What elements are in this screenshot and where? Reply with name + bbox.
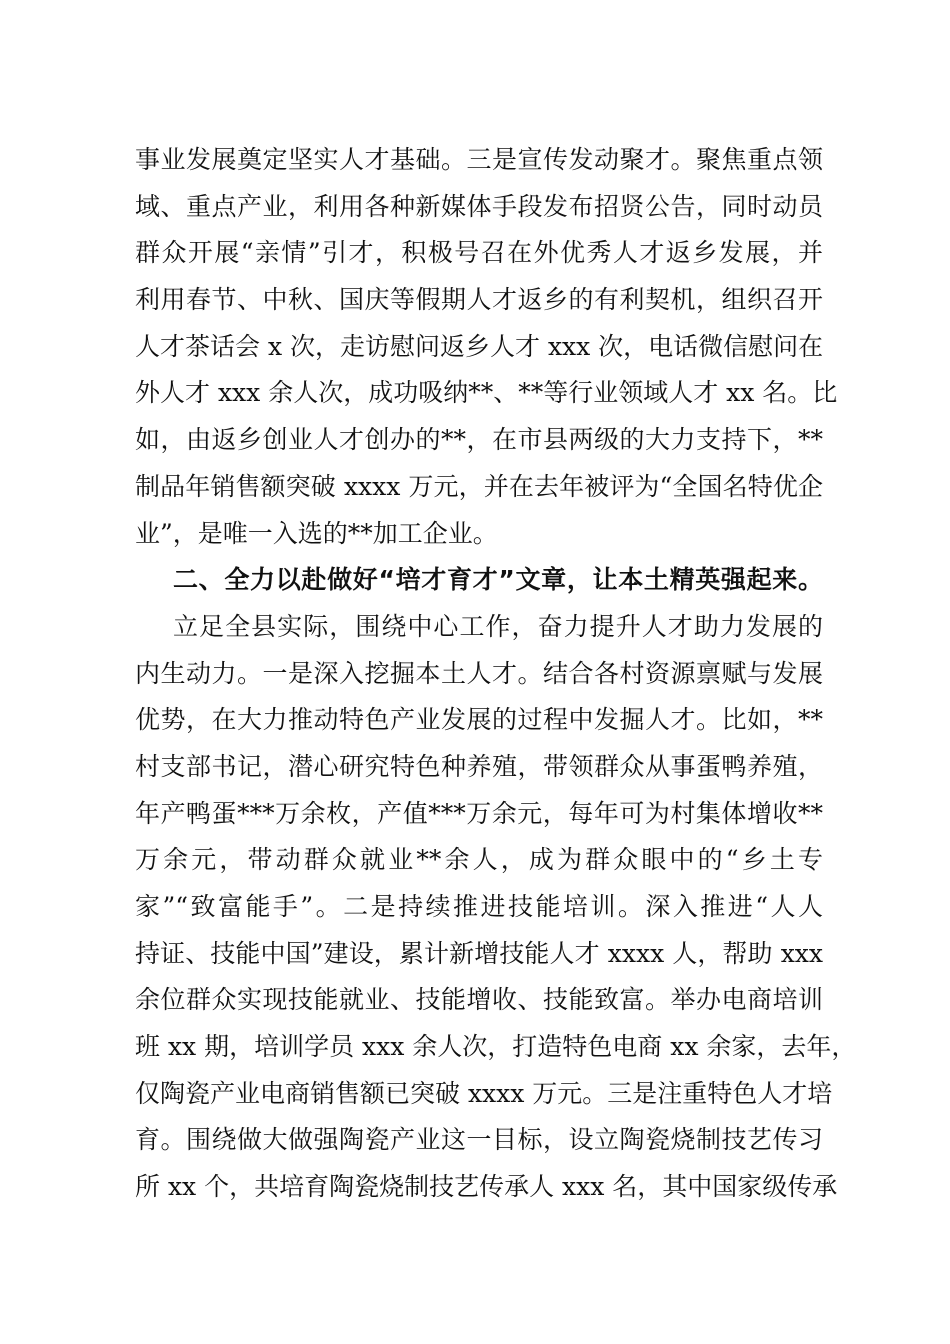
document-page bbox=[135, 137, 857, 1211]
paragraph-talent-cultivation bbox=[135, 604, 857, 1211]
text-line: 优势，在大力推动特色产业发展的过程中发掘人才。比如，** bbox=[135, 705, 823, 735]
text-line: 所 xx 个，共培育陶瓷烧制技艺传承人 xxx 名，其中国家级传承 bbox=[135, 1172, 838, 1202]
text-line: 余位群众实现技能就业、技能增收、技能致富。举办电商培训 bbox=[135, 985, 823, 1015]
text-line: 育。围绕做大做强陶瓷产业这一目标，设立陶瓷烧制技艺传习 bbox=[135, 1125, 823, 1155]
text-line: 人才茶话会 x 次，走访慰问返乡人才 xxx 次，电话微信慰问在 bbox=[135, 331, 824, 361]
text-line: 制品年销售额突破 xxxx 万元，并在去年被评为“全国名特优企 bbox=[135, 471, 823, 501]
text-line: 家”“致富能手”。二是持续推进技能培训。深入推进“人人 bbox=[135, 892, 823, 921]
section-heading: 二、全力以赴做好“培才育才”文章，让本土精英强起来。 bbox=[173, 565, 823, 595]
text-line: 群众开展“亲情”引才，积极号召在外优秀人才返乡发展，并 bbox=[135, 238, 823, 268]
text-line: 万余元，带动群众就业**余人，成为群众眼中的“乡土专 bbox=[135, 845, 823, 875]
text-line: 年产鸭蛋***万余枚，产值***万余元，每年可为村集体增收** bbox=[135, 798, 823, 828]
text-line: 域、重点产业，利用各种新媒体手段发布招贤公告，同时动员 bbox=[135, 191, 823, 221]
text-line: 事业发展奠定坚实人才基础。三是宣传发动聚才。聚焦重点领 bbox=[135, 145, 823, 174]
text-line: 立足全县实际，围绕中心工作，奋力提升人才助力发展的 bbox=[173, 611, 823, 641]
text-line: 内生动力。一是深入挖掘本土人才。结合各村资源禀赋与发展 bbox=[135, 658, 823, 688]
text-line: 村支部书记，潜心研究特色种养殖，带领群众从事蛋鸭养殖， bbox=[135, 751, 823, 781]
paragraph-talent-attraction bbox=[135, 137, 838, 557]
text-line: 仅陶瓷产业电商销售额已突破 xxxx 万元。三是注重特色人才培 bbox=[135, 1078, 833, 1108]
text-line: 班 xx 期，培训学员 xxx 余人次，打造特色电商 xx 余家，去年， bbox=[135, 1032, 857, 1062]
text-line: 利用春节、中秋、国庆等假期人才返乡的有利契机，组织召开 bbox=[135, 285, 823, 315]
text-line: 业”，是唯一入选的**加工企业。 bbox=[135, 518, 498, 548]
text-line: 外人才 xxx 余人次，成功吸纳**、**等行业领域人才 xx 名。比 bbox=[135, 378, 838, 408]
text-line: 如，由返乡创业人才创办的**，在市县两级的大力支持下，** bbox=[135, 425, 823, 455]
text-line: 持证、技能中国”建设，累计新增技能人才 xxxx 人，帮助 xxx bbox=[135, 938, 823, 968]
